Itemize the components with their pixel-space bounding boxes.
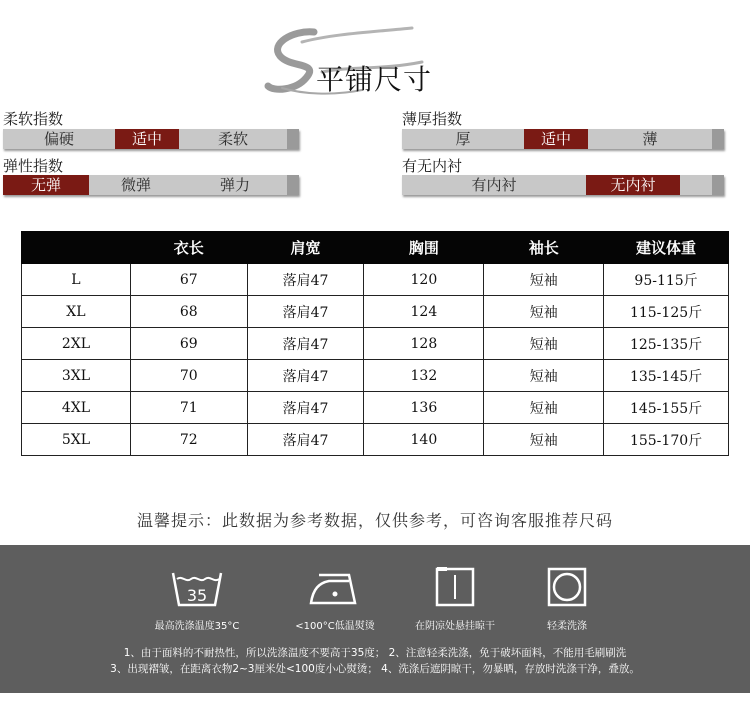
table-header-size [22,232,131,264]
cell-shoulder: 落肩47 [247,296,364,328]
cell-length: 71 [130,392,247,424]
elasticity-label: 弹性指数 [3,157,64,175]
cell-size: 5XL [22,424,131,456]
care-caption: 最高洗涤温度35°C [154,621,240,632]
cell-chest: 132 [364,360,484,392]
table-header-weight: 建议体重 [604,232,729,264]
cell-size: XL [22,296,131,328]
care-note-line: 3、出现褶皱，在距离衣物2~3厘米处<100度小心熨烫； 4、洗涤后遮阴晾干，勿暴晒，存放时洗涤干净，叠放。 [110,663,640,675]
lining-option-with: 有内衬 [471,176,517,194]
size-table [21,231,729,456]
cell-weight: 125-135斤 [604,328,729,360]
thickness-option-medium: 适中 [524,129,588,149]
cell-shoulder: 落肩47 [247,392,364,424]
bar-end-cap [287,175,299,195]
cell-sleeve: 短袖 [484,328,604,360]
cell-length: 68 [130,296,247,328]
elasticity-option-slight: 微弹 [120,176,151,194]
lining-label: 有无内衬 [402,157,463,175]
page-title: 平铺尺寸 [316,63,433,96]
softness-bar [3,129,299,149]
table-header-sleeve: 袖长 [484,232,604,264]
softness-label: 柔软指数 [3,110,64,128]
lining-option-without: 无内衬 [586,175,680,195]
table-header-length: 衣长 [130,232,247,264]
wash-temp-number: 35 [186,586,208,605]
iron-low-icon [305,565,365,609]
table-row [22,360,729,392]
cell-size: L [22,264,131,296]
care-panel [0,545,750,693]
cell-chest: 128 [364,328,484,360]
softness-option-soft: 柔软 [217,130,248,148]
cell-shoulder: 落肩47 [247,360,364,392]
thickness-label: 薄厚指数 [402,110,463,128]
wash-35-icon [169,565,225,609]
size-tip: 温馨提示：此数据为参考数据，仅供参考，可咨询客服推荐尺码 [136,511,613,530]
care-caption: 轻柔洗涤 [547,621,587,632]
thickness-option-thick: 厚 [455,130,471,148]
cell-weight: 115-125斤 [604,296,729,328]
bar-end-cap [712,129,724,149]
table-row [22,296,729,328]
thickness-bar [402,129,724,149]
cell-length: 69 [130,328,247,360]
elasticity-option-stretch: 弹力 [219,176,250,194]
care-item-gentle [502,565,632,632]
cell-sleeve: 短袖 [484,264,604,296]
cell-sleeve: 短袖 [484,424,604,456]
cell-chest: 124 [364,296,484,328]
care-notes [0,645,750,677]
cell-chest: 140 [364,424,484,456]
cell-chest: 120 [364,264,484,296]
table-header-row [22,232,729,264]
care-item-dry [390,565,520,632]
care-note-line: 1、由于面料的不耐热性，所以洗涤温度不要高于35度； 2、注意轻柔洗涤，免于破坏面料，不能用毛刷刷洗 [123,647,627,659]
table-header-chest: 胸围 [364,232,484,264]
cell-size: 4XL [22,392,131,424]
cell-weight: 145-155斤 [604,392,729,424]
cell-length: 70 [130,360,247,392]
cell-chest: 136 [364,392,484,424]
header [0,0,750,110]
cell-weight: 95-115斤 [604,264,729,296]
care-caption: <100°C低温熨烫 [295,621,375,632]
cell-weight: 135-145斤 [604,360,729,392]
elasticity-option-none: 无弹 [3,175,89,195]
cell-sleeve: 短袖 [484,392,604,424]
lining-bar [402,175,724,195]
hang-dry-shade-icon [433,565,477,609]
cell-sleeve: 短袖 [484,360,604,392]
table-row [22,424,729,456]
cell-length: 67 [130,264,247,296]
bar-end-cap [287,129,299,149]
softness-option-hard: 偏硬 [43,130,74,148]
table-header-shoulder: 肩宽 [247,232,364,264]
table-row [22,328,729,360]
care-item-iron [270,565,400,632]
cell-shoulder: 落肩47 [247,328,364,360]
cell-length: 72 [130,424,247,456]
cell-shoulder: 落肩47 [247,264,364,296]
bar-filler [680,175,712,195]
gentle-wash-icon [545,565,589,609]
cell-size: 3XL [22,360,131,392]
cell-shoulder: 落肩47 [247,424,364,456]
care-caption: 在阴凉处悬挂晾干 [415,621,495,632]
cell-weight: 155-170斤 [604,424,729,456]
table-row [22,264,729,296]
cell-size: 2XL [22,328,131,360]
care-item-wash [132,565,262,632]
thickness-option-thin: 薄 [642,130,658,148]
table-row [22,392,729,424]
elasticity-bar [3,175,299,195]
cell-sleeve: 短袖 [484,296,604,328]
softness-option-medium: 适中 [115,129,179,149]
bar-end-cap [712,175,724,195]
